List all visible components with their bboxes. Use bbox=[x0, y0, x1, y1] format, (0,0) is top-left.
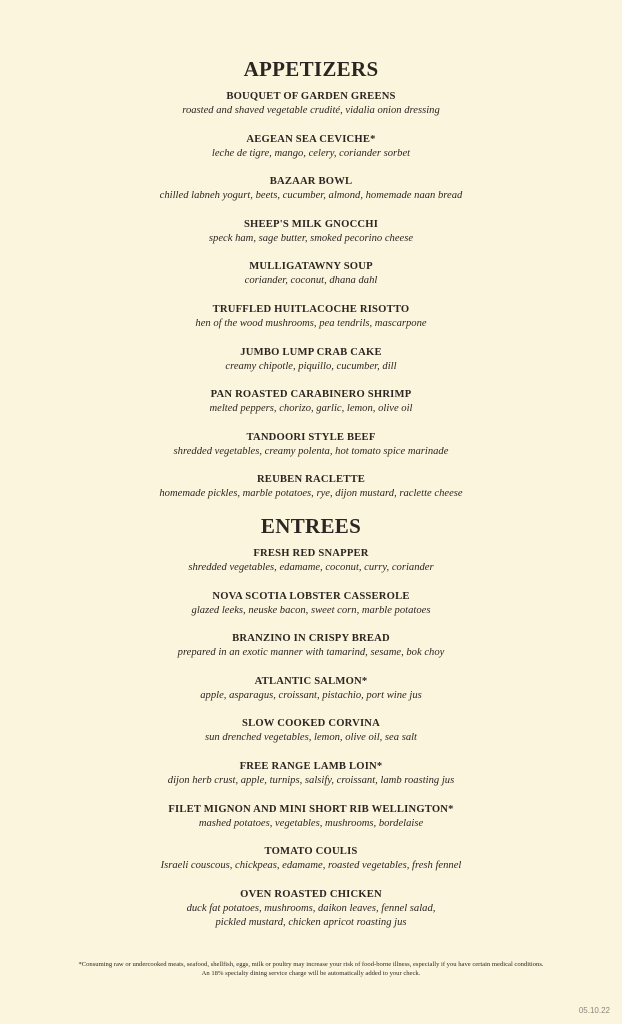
item-description: glazed leeks, neuske bacon, sweet corn, marble potatoes bbox=[191, 604, 431, 616]
item-description: coriander, coconut, dhana dahl bbox=[244, 275, 378, 287]
menu-item bbox=[0, 133, 622, 176]
menu-item bbox=[0, 473, 622, 516]
item-name: TRUFFLED HUITLACOCHE RISOTTO bbox=[212, 303, 410, 315]
menu-item bbox=[0, 845, 622, 888]
item-name: BRANZINO IN CRISPY BREAD bbox=[232, 633, 390, 645]
menu-item bbox=[0, 547, 622, 590]
menu-item bbox=[0, 717, 622, 760]
item-description: sun drenched vegetables, lemon, olive oil, sea salt bbox=[204, 732, 418, 744]
item-name: NOVA SCOTIA LOBSTER CASSEROLE bbox=[212, 590, 410, 602]
menu-date: 05.10.22 bbox=[578, 1006, 610, 1015]
food-safety-notice: *Consuming raw or undercooked meats, seafood, shellfish, eggs, milk or poultry may increase your risk of food-borne illness, especially if you have certain medical conditions. bbox=[78, 961, 544, 968]
menu-item bbox=[0, 260, 622, 303]
item-description: leche de tigre, mango, celery, coriander sorbet bbox=[211, 147, 411, 159]
menu-item bbox=[0, 803, 622, 846]
menu-item bbox=[0, 346, 622, 389]
item-description-continued: pickled mustard, chicken apricot roasting jus bbox=[215, 916, 407, 928]
item-name: MULLIGATAWNY SOUP bbox=[249, 261, 373, 273]
menu-item bbox=[0, 175, 622, 218]
item-name: FRESH RED SNAPPER bbox=[253, 548, 369, 559]
menu-item bbox=[0, 675, 622, 718]
item-description: dijon herb crust, apple, turnips, salsify, croissant, lamb roasting jus bbox=[167, 774, 455, 786]
item-name: ATLANTIC SALMON* bbox=[254, 675, 368, 687]
item-description: apple, asparagus, croissant, pistachio, port wine jus bbox=[200, 689, 422, 701]
item-name: SHEEP'S MILK GNOCCHI bbox=[243, 218, 379, 230]
item-description: hen of the wood mushrooms, pea tendrils, mascarpone bbox=[195, 317, 427, 329]
item-name: OVEN ROASTED CHICKEN bbox=[240, 888, 382, 900]
appetizer-list bbox=[0, 90, 622, 516]
item-name: JUMBO LUMP CRAB CAKE bbox=[240, 346, 382, 358]
item-name: TOMATO COULIS bbox=[264, 846, 358, 858]
item-name: PAN ROASTED CARABINERO SHRIMP bbox=[210, 389, 412, 401]
item-description: mashed potatoes, vegetables, mushrooms, bordelaise bbox=[198, 817, 424, 829]
menu-item bbox=[0, 590, 622, 633]
item-name: REUBEN RACLETTE bbox=[256, 474, 366, 486]
menu-item bbox=[0, 632, 622, 675]
item-description: shredded vegetables, edamame, coconut, curry, coriander bbox=[188, 562, 434, 573]
menu-item bbox=[0, 90, 622, 133]
footer-disclaimer bbox=[0, 960, 622, 978]
service-charge-notice: An 18% specialty dining service charge will be automatically added to your check. bbox=[201, 970, 421, 977]
item-name: BOUQUET OF GARDEN GREENS bbox=[226, 91, 396, 102]
item-description: roasted and shaved vegetable crudité, vidalia onion dressing bbox=[182, 105, 440, 116]
appetizers-heading: APPETIZERS bbox=[243, 57, 379, 81]
item-description: prepared in an exotic manner with tamarind, sesame, bok choy bbox=[177, 647, 445, 659]
menu-item bbox=[0, 388, 622, 431]
item-name: TANDOORI STYLE BEEF bbox=[246, 431, 376, 443]
item-description: creamy chipotle, piquillo, cucumber, dill bbox=[225, 360, 397, 372]
item-description: duck fat potatoes, mushrooms, daikon leaves, fennel salad, bbox=[186, 902, 436, 914]
menu-item bbox=[0, 218, 622, 261]
item-description: Israeli couscous, chickpeas, edamame, roasted vegetables, fresh fennel bbox=[160, 860, 462, 872]
item-description: melted peppers, chorizo, garlic, lemon, olive oil bbox=[209, 403, 413, 415]
item-name: BAZAAR BOWL bbox=[269, 176, 353, 188]
item-description: shredded vegetables, creamy polenta, hot tomato spice marinade bbox=[173, 445, 449, 457]
item-description: chilled labneh yogurt, beets, cucumber, almond, homemade naan bread bbox=[159, 190, 463, 202]
menu-item bbox=[0, 760, 622, 803]
menu-item bbox=[0, 431, 622, 474]
entree-list bbox=[0, 547, 622, 930]
item-name: SLOW COOKED CORVINA bbox=[241, 718, 381, 730]
item-description: speck ham, sage butter, smoked pecorino cheese bbox=[208, 232, 414, 244]
entrees-heading: ENTREES bbox=[260, 514, 362, 538]
item-name: FILET MIGNON AND MINI SHORT RIB WELLINGTON* bbox=[168, 803, 454, 815]
menu-item bbox=[0, 303, 622, 346]
item-name: AEGEAN SEA CEVICHE* bbox=[246, 133, 376, 145]
menu-item bbox=[0, 888, 622, 931]
item-description: homemade pickles, marble potatoes, rye, dijon mustard, raclette cheese bbox=[159, 488, 463, 500]
item-name: FREE RANGE LAMB LOIN* bbox=[239, 760, 383, 772]
